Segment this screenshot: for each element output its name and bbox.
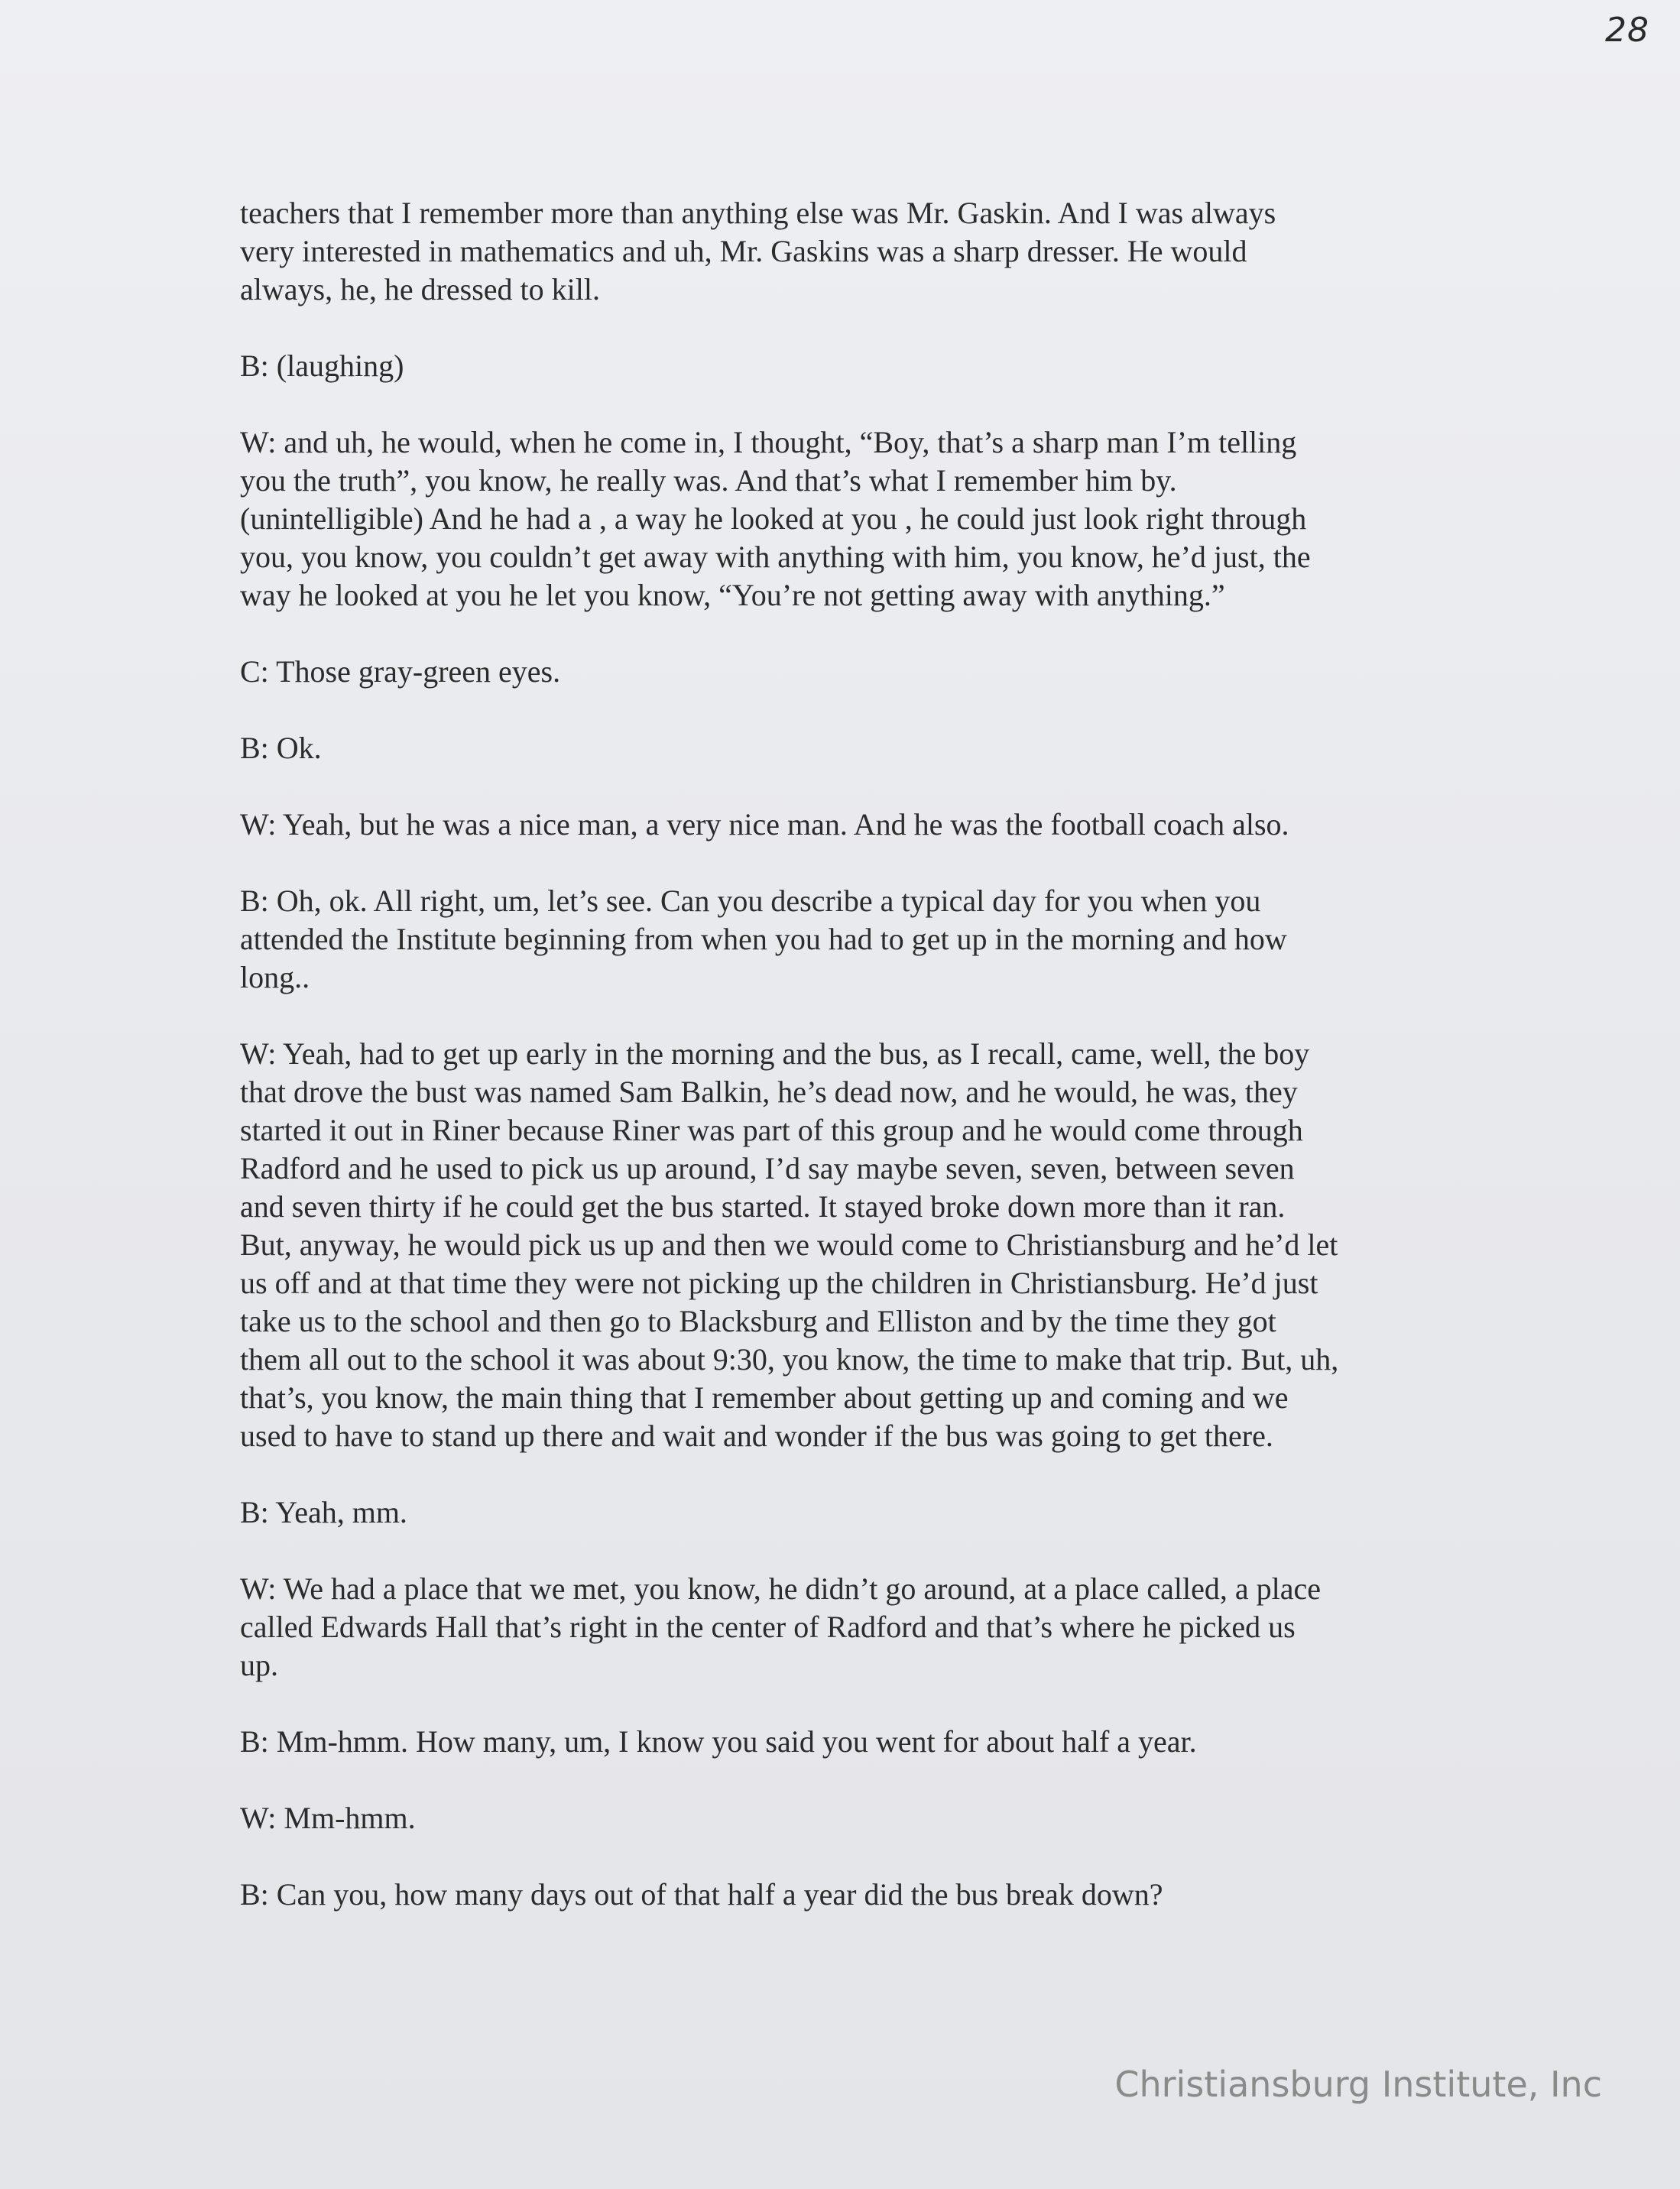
- transcript-paragraph: B: Can you, how many days out of that half a year did the bus break down?: [240, 1877, 1163, 1912]
- transcript-paragraph: W: and uh, he would, when he come in, I thought, “Boy, that’s a sharp man I’m telling you the truth”, you know, he really was. And that’s what I remember him by. (unintelligible) And he had a , a way he looked at you , he could just look right through you, you know, you couldn’t get away with anything with him, you know, he’d just, the way he looked at you he let you know, “You’re not getting away with anything.”: [240, 425, 1311, 612]
- watermark: Christiansburg Institute, Inc: [1114, 2064, 1602, 2105]
- transcript-paragraph: W: We had a place that we met, you know, he didn’t go around, at a place called, a place called Edwards Hall that’s right in the center of Radford and that’s where he picked us up.: [240, 1571, 1322, 1682]
- transcript-paragraph: B: Yeah, mm.: [240, 1495, 407, 1529]
- transcript-paragraph: B: (laughing): [240, 349, 404, 383]
- transcript-paragraph: W: Mm-hmm.: [240, 1801, 416, 1835]
- transcript-paragraph: B: Oh, ok. All right, um, let’s see. Can you describe a typical day for you when you attended the Institute beginning from when you had to get up in the morning and how long..: [240, 884, 1287, 994]
- transcript-paragraph: B: Mm-hmm. How many, um, I know you said you went for about half a year.: [240, 1724, 1197, 1759]
- transcript-body: [240, 194, 1478, 1952]
- transcript-paragraph: teachers that I remember more than anything else was Mr. Gaskin. And I was always very interested in mathematics and uh, Mr. Gaskins was a sharp dresser. He would always, he, he dressed to kill.: [240, 196, 1276, 306]
- transcript-paragraph: C: Those gray-green eyes.: [240, 654, 561, 689]
- transcript-paragraph: W: Yeah, but he was a nice man, a very nice man. And he was the football coach also.: [240, 807, 1289, 842]
- transcript-paragraph: B: Ok.: [240, 731, 322, 765]
- transcript-paragraph: W: Yeah, had to get up early in the morning and the bus, as I recall, came, well, the boy that drove the bust was named Sam Balkin, he’s dead now, and he would, he was, they started it out in Riner because Riner was part of this group and he would come through Radford and he used to pick us up around, I’d say maybe seven, seven, between seven and seven thirty if he could get the bus started. It stayed broke down more than it ran. But, anyway, he would pick us up and then we would come to Christiansburg and he’d let us off and at that time they were not picking up the children in Christiansburg. He’d just take us to the school and then go to Blacksburg and Elliston and by the time they got them all out to the school it was about 9:30, you know, the time to make that trip. But, uh, that’s, you know, the main thing that I remember about getting up and coming and we used to have to stand up there and wait and wonder if the bus was going to get there.: [240, 1036, 1339, 1453]
- page-number: 28: [1605, 11, 1649, 50]
